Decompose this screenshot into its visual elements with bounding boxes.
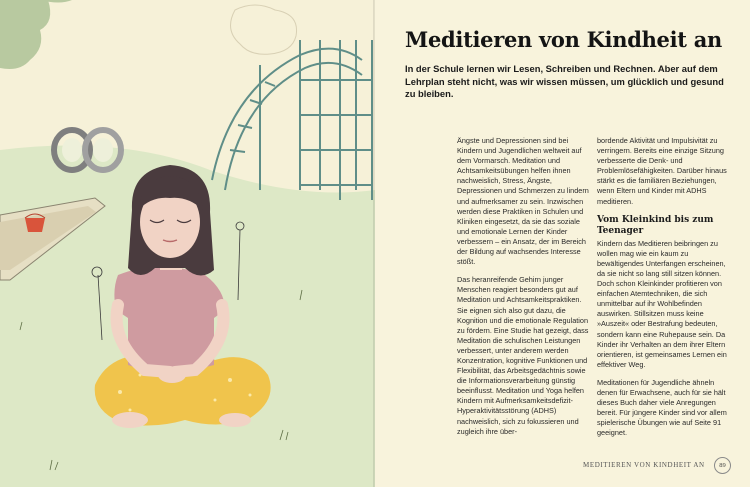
girl-foot [219, 413, 251, 427]
text-column-1 [457, 136, 593, 445]
intro-text: In der Schule lernen wir Lesen, Schreiben und Rechnen. Aber auf dem Lehrplan steht nicht, was wir wissen müssen, um glücklich und gesund zu bleiben. [405, 63, 724, 99]
body-paragraph: Meditationen für Jugendliche ähneln denen für Erwachsene, auch für sie hält dieses Buch daher viele Anregungen bereit. Für jüngere Kinder sind vor allem spielerische Übungen wie auf Seite 91 geeignet. [597, 377, 727, 438]
body-paragraph: Ängste und Depressionen sind bei Kindern und Jugendlichen weltweit auf dem Vormarsch. Meditation und Achtsamkeitsübungen helfen ihnen nachweislich, Stress, Ängste, Depressionen und Schmerzen zu lindern und aufmerksamer zu sein. Inzwischen werden diese Praktiken in Schulen und Kliniken eingesetzt, da sie das soziale und emotionale Lernen der Kinder verbessern – ein Ansatz, der im Bereich der Bildung auf wachsendes Interesse stößt. [457, 136, 589, 267]
body-paragraph: bordende Aktivität und Impulsivität zu verringern. Bereits eine einzige Sitzung verbesserte die Denk- und Problemlösefähigkeiten. Darüber hinaus stärkt es die familiären Beziehungen, wenn Eltern und Kinder mit ADHS meditieren. [597, 136, 727, 206]
body-paragraph: Kindern das Meditieren beibringen zu wollen mag wie ein kaum zu bewältigendes Unterfangen erscheinen, da sie nicht so lang still sitzen können. Doch schon Kleinkinder profitieren von einfachen Atemtechniken, die sich unmittelbar auf ihr Wohlbefinden auswirken. Stillsitzen muss keine »Auszeit« oder Bestrafung bedeuten, sondern kann eine Ruhepause sein. Da Kinder ihr Verhalten an dem ihrer Eltern orientieren, ist gemeinsames Lernen ein effektiver Weg. [597, 238, 727, 369]
section-subheading: Vom Kleinkind bis zum Teenager [597, 214, 714, 236]
page-title: Meditieren von Kindheit an [405, 27, 722, 52]
running-footer: MEDITIEREN VON KINDHEIT AN [583, 461, 705, 469]
page-number: 89 [714, 457, 731, 474]
girl-hands [158, 367, 186, 383]
text-page [375, 0, 750, 487]
body-paragraph: Das heranreifende Gehirn junger Menschen reagiert besonders gut auf Meditation und Achtsamkeitspraktiken. Sie eignen sich also gut dazu, die Kognition und die emotionale Regulation zu fördern. Eine Studie hat gezeigt, dass Meditation die schulischen Leistungen verbessert, unter anderem werden Konzentration, kognitive Funktionen und Flexibilität, das Arbeitsgedächtnis sowie die Informationsverarbeitung günstig beeinflusst. Meditation und Yoga helfen Kindern mit Aufmerksamkeitsdefizit-Hyperaktivitätsstörung (ADHS) nachweislich, sich zu fokussieren und zugleich ihre über- [457, 275, 589, 436]
text-column-2 [597, 136, 733, 446]
girl-foot [112, 412, 148, 428]
